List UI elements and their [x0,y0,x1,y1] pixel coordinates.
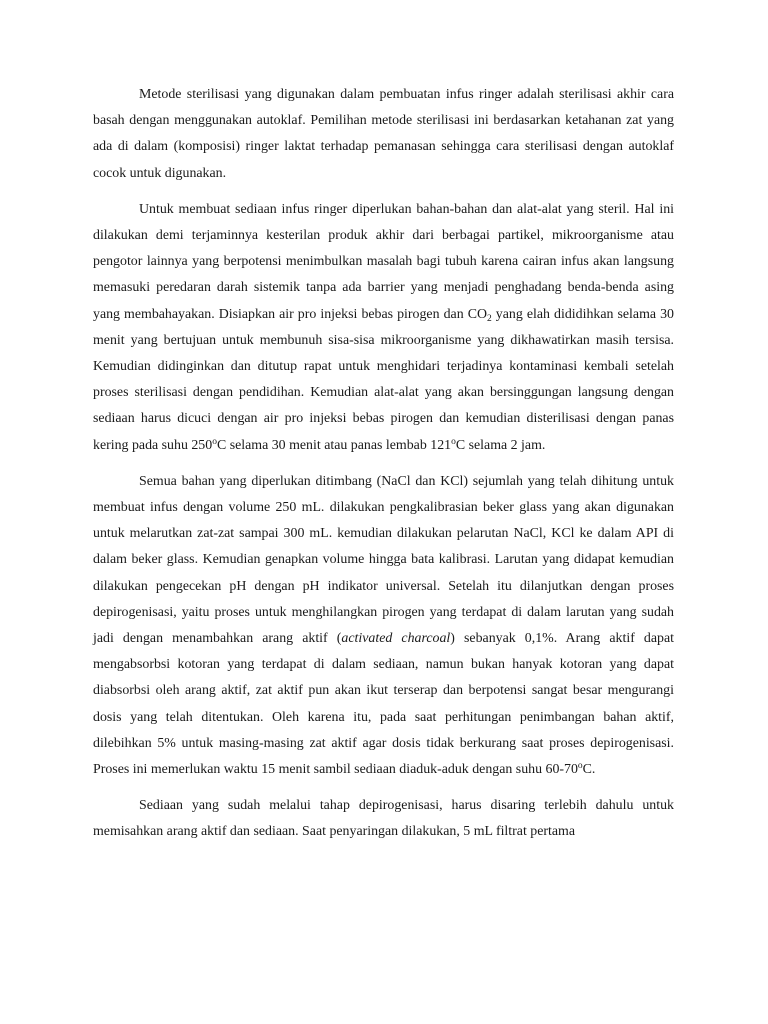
subscript: 2 [487,313,492,324]
paragraph-text: yang elah dididihkan selama 30 menit yang bertujuan untuk membunuh sisa-sisa mikroorganisme yang dikhawatirkan masih tersisa. Kemudian didinginkan dan ditutup rapat untuk menghidari terjadinya kontaminasi kembali setelah proses sterilisasi dengan pendidihan. Kemudian alat-alat yang akan bersinggungan langsung dengan sediaan harus dicuci dengan air pro injeksi bebas pirogen dan kemudian disterilisasi dengan panas kering pada suhu 250 [93,306,674,453]
italic-term: activated charcoal [341,631,451,647]
paragraph-text: C selama 30 menit atau panas lembab 121 [216,437,452,453]
paragraph-sterilization-method: Metode sterilisasi yang digunakan dalam pembuatan infus ringer adalah sterilisasi akhir cara basah dengan menggunakan autoklaf. Pemilihan metode sterilisasi ini berdasarkan ketahanan zat yang ada di dalam (komposisi) ringer laktat terhadap pemanasan sehingga cara sterilisasi dengan autoklaf cocok untuk digunakan. [93,87,674,181]
paragraph-text: C selama 2 jam. [455,437,546,453]
paragraph-weighing-depyrogenation [93,469,674,783]
paragraph-filtration: Sediaan yang sudah melalui tahap depirogenisasi, harus disaring terlebih dahulu untuk memisahkan arang aktif dan sediaan. Saat penyaringan dilakukan, 5 mL filtrat pertama [93,798,674,840]
paragraph-text: C. [582,762,596,778]
paragraph-text: Semua bahan yang diperlukan ditimbang (NaCl dan KCl) sejumlah yang telah dihitung untuk membuat infus dengan volume 250 mL. dilakukan pengkalibrasian beker glass yang akan digunakan untuk melarutkan zat-zat sampai 300 mL. kemudian dilakukan pelarutan NaCl, KCl ke dalam API di dalam beker glass. Kemudian genapkan volume hingga bata kalibrasi. Larutan yang didapat kemudian dilakukan pengecekan pH dengan pH indikator universal. Setelah itu dilanjutkan dengan proses depirogenisasi, yaitu proses untuk menghilangkan pirogen yang terdapat di dalam larutan yang sudah jadi dengan menambahkan arang aktif ( [93,473,674,647]
degree-superscript: o [577,761,583,772]
degree-superscript: o [451,436,456,447]
paragraph-sterile-materials [93,197,674,459]
degree-superscript: o [212,436,217,447]
paragraph-text: Untuk membuat sediaan infus ringer diperlukan bahan-bahan dan alat-alat yang steril. Hal ini dilakukan demi terjaminnya kesterilan produk akhir dari berbagai partikel, mikroorganisme atau pengotor lainnya yang berpotensi menimbulkan masalah bagi tubuh karena cairan infus akan langsung memasuki peredaran darah sistemik tanpa ada barrier yang menjadi penghadang benda-benda asing yang membahayakan. Disiapkan air pro injeksi bebas pirogen dan CO [93,201,674,322]
paragraph-text: ) sebanyak 0,1%. Arang aktif dapat mengabsorbsi kotoran yang terdapat di dalam sediaan, namun bukan hanyak kotoran yang dapat diabsorbsi oleh arang aktif, zat aktif pun akan ikut terserap dan berpotensi sangat besar mengurangi dosis yang telah ditentukan. Oleh karena itu, pada saat perhitungan penimbangan bahan aktif, dilebihkan 5% untuk masing-masing zat aktif agar dosis tidak berkurang saat proses depirogenisasi. Proses ini memerlukan waktu 15 menit sambil sediaan diaduk-aduk dengan suhu 60-70 [93,631,675,778]
